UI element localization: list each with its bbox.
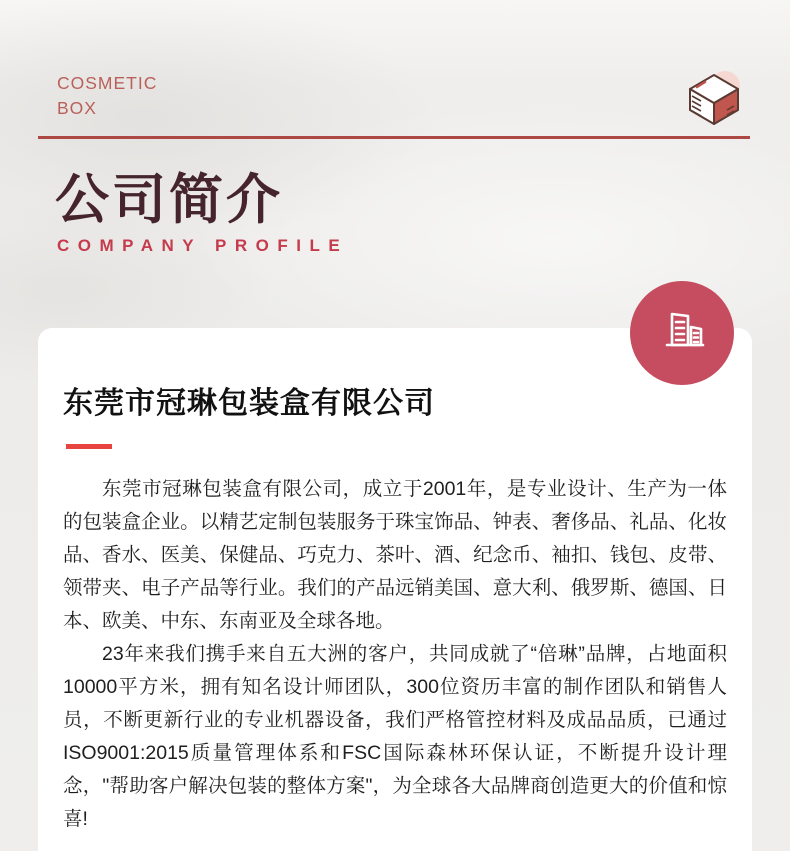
header-divider-line <box>38 136 750 139</box>
brand-line-1: COSMETIC <box>57 73 158 93</box>
company-profile-card <box>38 328 752 851</box>
company-building-icon <box>656 305 708 362</box>
company-description <box>63 473 727 836</box>
brand-wordmark <box>57 71 157 121</box>
brand-line-2: BOX <box>57 98 97 118</box>
company-paragraph-2: 23年来我们携手来自五大洲的客户，共同成就了“倍琳”品牌，占地面积10000平方米，拥有知名设计师团队，300位资历丰富的制作团队和销售人员，不断更新行业的专业机器设备，我们严格管控材料及成品品质，已通过ISO9001:2015质量管理体系和FSC国际森林环保认证，不断提升设计理念，"帮助客户解决包装的整体方案"，为全球各大品牌商创造更大的价值和惊喜! <box>63 643 727 830</box>
company-paragraph-1: 东莞市冠琳包装盒有限公司，成立于2001年，是专业设计、生产为一体的包装盒企业。以精艺定制包装服务于珠宝饰品、钟表、奢侈品、礼品、化妆品、香水、医美、保健品、巧克力、茶叶、酒、纪念币、袖扣、钱包、皮带、领带夹、电子产品等行业。我们的产品远销美国、意大利、俄罗斯、德国、日本、欧美、中东、东南亚及全球各地。 <box>63 478 727 632</box>
company-name: 东莞市冠琳包装盒有限公司 <box>63 387 435 420</box>
title-underline <box>66 444 112 449</box>
cosmetic-box-stack-icon <box>681 68 747 138</box>
page-subtitle: COMPANY PROFILE <box>57 236 349 255</box>
page-title: 公司简介 <box>55 170 283 230</box>
company-badge <box>630 281 734 385</box>
